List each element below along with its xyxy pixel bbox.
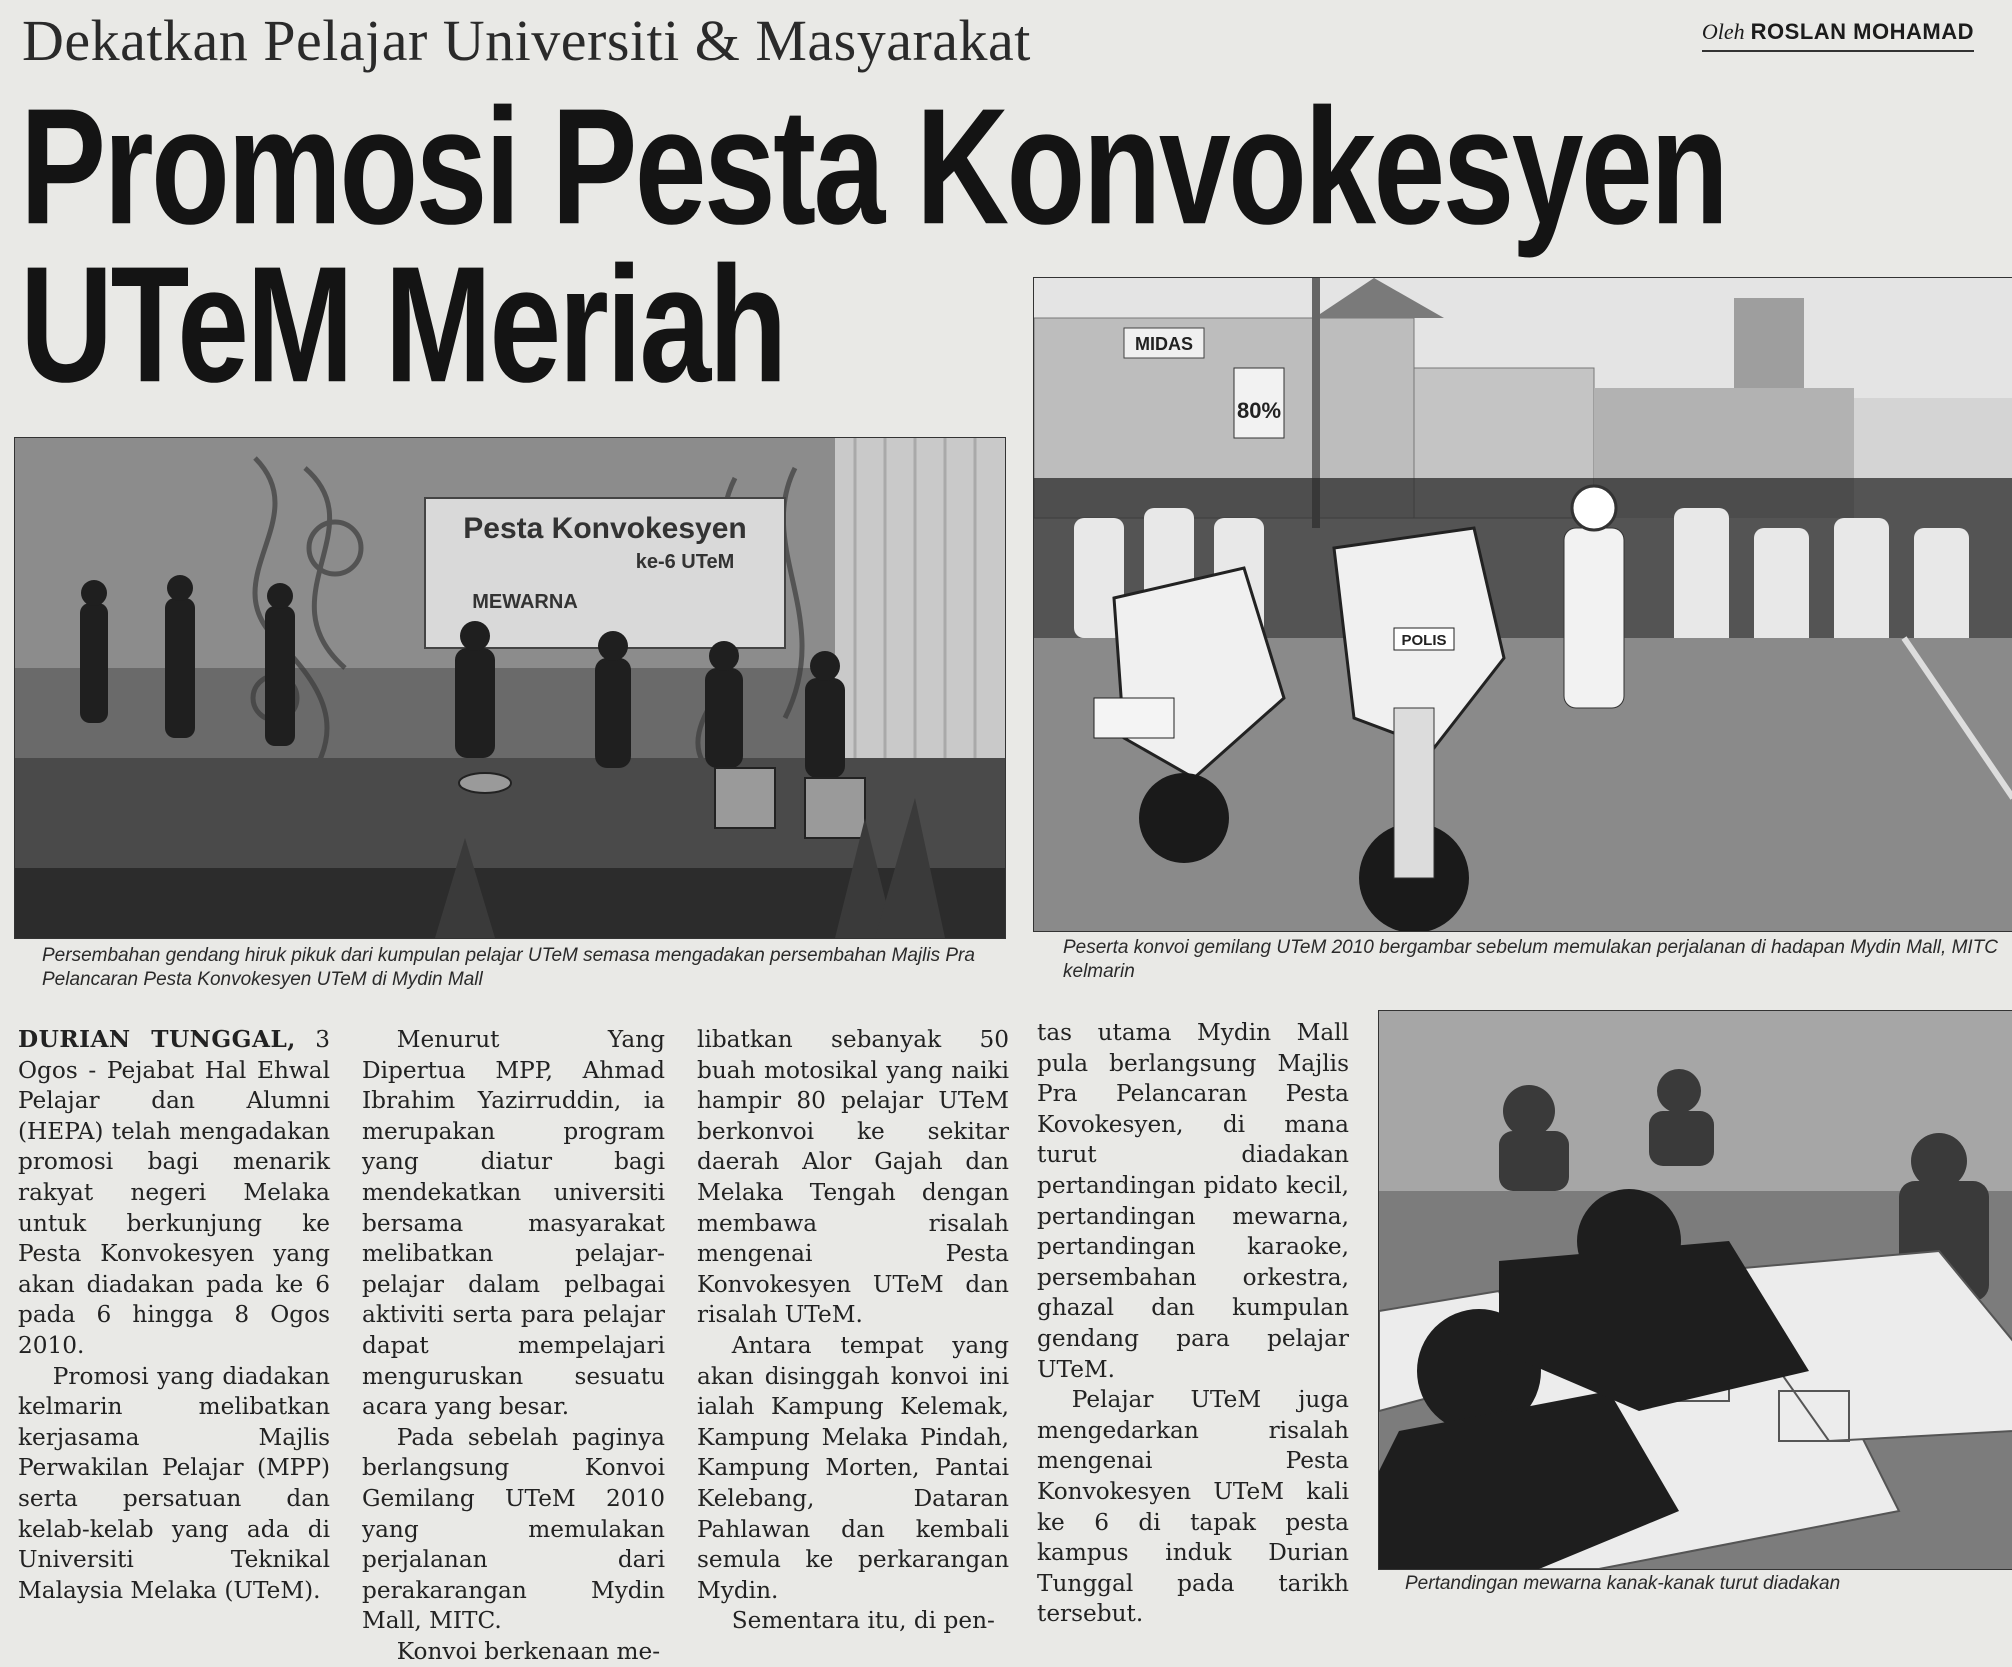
col2-paragraph: Pada sebelah paginya berlangsung Konvoi Gemilang UTeM 2010 yang memulakan perjalanan dari perakarangan Mydin Mall, MITC. bbox=[362, 1423, 665, 1635]
byline-author: ROSLAN MOHAMAD bbox=[1750, 19, 1974, 44]
paragraph-text: 3 Ogos - Pejabat Hal Ehwal Pelajar dan Alumni (HEPA) telah mengadakan promosi bagi menarik rakyat negeri Melaka untuk berkunjung ke Pesta Konvokesyen yang akan diadakan pada ke 6 pada 6 hingga 8 Ogos 2010. bbox=[18, 1026, 330, 1359]
article-column-2 bbox=[362, 1025, 665, 1667]
article-column-3 bbox=[697, 1025, 1009, 1637]
children-colouring-photo bbox=[1378, 1010, 2012, 1570]
banner-word: MEWARNA bbox=[472, 591, 578, 613]
byline-prefix: Oleh bbox=[1701, 19, 1745, 44]
convoy-photo bbox=[1033, 277, 2012, 932]
shop-sign: MIDAS bbox=[1135, 334, 1193, 354]
article-kicker: Dekatkan Pelajar Universiti & Masyarakat bbox=[22, 8, 1031, 73]
convoy-photo-caption: Peserta konvoi gemilang UTeM 2010 bergambar sebelum memulakan perjalanan di hadapan Mydin Mall, MITC kelmarin bbox=[1063, 937, 1999, 982]
col1-paragraph: Promosi yang diadakan kelmarin melibatkan kerjasama Majlis Perwakilan Pelajar (MPP) serta persatuan dan kelab-kelab yang ada di Universiti Teknikal Malaysia Melaka (UTeM). bbox=[18, 1362, 330, 1604]
stage-performance-photo bbox=[14, 437, 1006, 939]
dateline: DURIAN TUNGGAL, bbox=[18, 1026, 296, 1053]
banner-title: Pesta Konvokesyen bbox=[463, 512, 747, 545]
promo-sign: 80% bbox=[1236, 398, 1282, 423]
col3-paragraph: libatkan sebanyak 50 buah motosikal yang naiki hampir 80 pelajar UTeM berkonvoi ke sekitar daerah Alor Gajah dan Melaka Tengah dengan membawa risalah mengenai Pesta Konvokesyen UTeM dan risalah UTeM. bbox=[697, 1026, 1009, 1329]
col3-paragraph: Sementara itu, di pen- bbox=[731, 1607, 995, 1635]
col2-paragraph: Menurut Yang Dipertua MPP, Ahmad Ibrahim Yazirruddin, ia merupakan program yang diatur bagi mendekatkan universiti bersama masyarakat melibatkan pelajar-pelajar dalam pelbagai aktiviti serta para pelajar dapat mempelajari menguruskan sesuatu acara yang besar. bbox=[362, 1026, 665, 1421]
col3-paragraph: Antara tempat yang akan disinggah konvoi ini ialah Kampung Kelemak, Kampung Melaka Pindah, Kampung Morten, Pantai Kelebang, Dataran Pahlawan dan kembali semula ke perkarangan Mydin. bbox=[697, 1331, 1009, 1604]
col4-paragraph: Pelajar UTeM juga mengedarkan risalah mengenai Pesta Konvokesyen UTeM kali ke 6 di tapak pesta kampus induk Durian Tunggal pada tarikh tersebut. bbox=[1037, 1386, 1349, 1628]
col1-paragraph bbox=[18, 1025, 330, 1362]
headline-line-1: Promosi Pesta Konvokesyen bbox=[20, 73, 1727, 259]
col4-paragraph: tas utama Mydin Mall pula berlangsung Majlis Pra Pelancaran Pesta Kovokesyen, di mana turut diadakan pertandingan pidato kecil, pertandingan mewarna, pertandingan karaoke, persembahan orkestra, ghazal dan kumpulan gendang para pelajar UTeM. bbox=[1037, 1019, 1349, 1383]
stage-photo-caption: Persembahan gendang hiruk pikuk dari kumpulan pelajar UTeM semasa mengadakan persembahan Majlis Pra Pelancaran Pesta Konvokesyen UTeM di Mydin Mall bbox=[42, 945, 975, 990]
byline bbox=[1702, 14, 1974, 52]
police-bike-label: POLIS bbox=[1401, 632, 1447, 649]
headline-line-2: UTeM Meriah bbox=[20, 231, 785, 417]
children-photo-caption: Pertandingan mewarna kanak-kanak turut diadakan bbox=[1405, 1573, 1841, 1594]
article-column-4 bbox=[1037, 1018, 1349, 1630]
banner-subtitle: ke-6 UTeM bbox=[635, 551, 735, 573]
article-column-1 bbox=[18, 1025, 330, 1606]
col2-paragraph: Konvoi berkenaan me- bbox=[396, 1637, 661, 1665]
